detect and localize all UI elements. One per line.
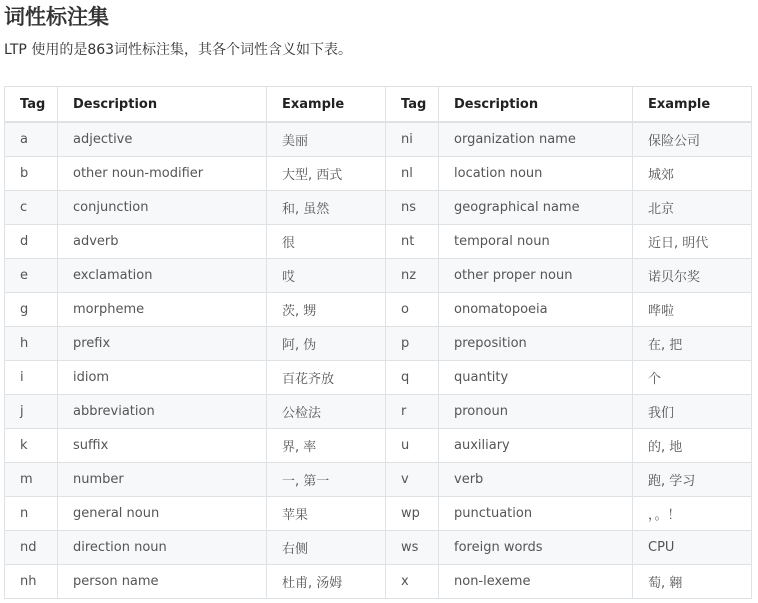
cell-description: adjective — [58, 122, 267, 157]
cell-example: 茨, 甥 — [267, 293, 386, 327]
cell-example-2: CPU — [633, 531, 752, 565]
cell-description: abbreviation — [58, 395, 267, 429]
cell-example: 界, 率 — [267, 429, 386, 463]
cell-example: 和, 虽然 — [267, 191, 386, 225]
table-row — [5, 361, 752, 395]
cell-description-2: pronoun — [439, 395, 633, 429]
cell-description-2: foreign words — [439, 531, 633, 565]
cell-tag-2: ns — [386, 191, 439, 225]
cell-example: 右侧 — [267, 531, 386, 565]
cell-description-2: quantity — [439, 361, 633, 395]
cell-description: prefix — [58, 327, 267, 361]
cell-description: suffix — [58, 429, 267, 463]
cell-tag: h — [5, 327, 58, 361]
cell-tag: i — [5, 361, 58, 395]
table-row — [5, 157, 752, 191]
cell-tag-2: q — [386, 361, 439, 395]
header-example-2: Example — [633, 87, 752, 123]
cell-example: 苹果 — [267, 497, 386, 531]
cell-description-2: geographical name — [439, 191, 633, 225]
cell-tag: nh — [5, 565, 58, 599]
header-description: Description — [58, 87, 267, 123]
table-row — [5, 565, 752, 599]
cell-example-2: 北京 — [633, 191, 752, 225]
cell-description: exclamation — [58, 259, 267, 293]
cell-description-2: verb — [439, 463, 633, 497]
cell-example-2: 在, 把 — [633, 327, 752, 361]
table-row — [5, 122, 752, 157]
table-row — [5, 531, 752, 565]
table-row — [5, 259, 752, 293]
cell-tag-2: wp — [386, 497, 439, 531]
cell-example: 美丽 — [267, 122, 386, 157]
cell-description: idiom — [58, 361, 267, 395]
cell-description: person name — [58, 565, 267, 599]
cell-tag-2: x — [386, 565, 439, 599]
cell-tag-2: u — [386, 429, 439, 463]
cell-example-2: 我们 — [633, 395, 752, 429]
table-row — [5, 327, 752, 361]
cell-example: 百花齐放 — [267, 361, 386, 395]
cell-tag: n — [5, 497, 58, 531]
cell-tag-2: nt — [386, 225, 439, 259]
cell-tag-2: ni — [386, 122, 439, 157]
cell-tag-2: nl — [386, 157, 439, 191]
cell-tag-2: p — [386, 327, 439, 361]
header-tag: Tag — [5, 87, 58, 123]
cell-tag: e — [5, 259, 58, 293]
header-tag-2: Tag — [386, 87, 439, 123]
intro-text: LTP 使用的是863词性标注集，其各个词性含义如下表。 — [4, 42, 353, 58]
cell-description-2: auxiliary — [439, 429, 633, 463]
cell-description: number — [58, 463, 267, 497]
cell-tag: d — [5, 225, 58, 259]
cell-tag: g — [5, 293, 58, 327]
cell-example: 一, 第一 — [267, 463, 386, 497]
cell-description: general noun — [58, 497, 267, 531]
table-row — [5, 463, 752, 497]
cell-example: 哎 — [267, 259, 386, 293]
cell-example-2: 萄, 翱 — [633, 565, 752, 599]
cell-example-2: ，。！ — [633, 497, 752, 531]
cell-example-2: 哗啦 — [633, 293, 752, 327]
header-description-2: Description — [439, 87, 633, 123]
cell-tag: m — [5, 463, 58, 497]
cell-example: 阿, 伪 — [267, 327, 386, 361]
cell-tag: k — [5, 429, 58, 463]
cell-example-2: 跑, 学习 — [633, 463, 752, 497]
table-row — [5, 497, 752, 531]
page-title: 词性标注集 — [4, 5, 109, 29]
table-row — [5, 293, 752, 327]
cell-example: 大型, 西式 — [267, 157, 386, 191]
cell-tag-2: nz — [386, 259, 439, 293]
cell-tag: j — [5, 395, 58, 429]
cell-description: morpheme — [58, 293, 267, 327]
table-header-row — [5, 87, 752, 123]
table-row — [5, 395, 752, 429]
cell-tag-2: o — [386, 293, 439, 327]
cell-description-2: preposition — [439, 327, 633, 361]
cell-tag: b — [5, 157, 58, 191]
cell-tag: nd — [5, 531, 58, 565]
table-row — [5, 191, 752, 225]
header-example: Example — [267, 87, 386, 123]
cell-tag-2: ws — [386, 531, 439, 565]
cell-example: 杜甫, 汤姆 — [267, 565, 386, 599]
cell-example-2: 的, 地 — [633, 429, 752, 463]
cell-description-2: punctuation — [439, 497, 633, 531]
cell-description-2: other proper noun — [439, 259, 633, 293]
table-body — [5, 122, 752, 599]
cell-description-2: location noun — [439, 157, 633, 191]
cell-description: direction noun — [58, 531, 267, 565]
cell-description-2: temporal noun — [439, 225, 633, 259]
cell-example-2: 个 — [633, 361, 752, 395]
cell-tag: a — [5, 122, 58, 157]
cell-tag-2: r — [386, 395, 439, 429]
cell-example: 很 — [267, 225, 386, 259]
pos-tag-table — [4, 86, 752, 599]
cell-description: adverb — [58, 225, 267, 259]
table-row — [5, 225, 752, 259]
cell-description-2: onomatopoeia — [439, 293, 633, 327]
cell-example: 公检法 — [267, 395, 386, 429]
cell-description-2: non-lexeme — [439, 565, 633, 599]
cell-description: conjunction — [58, 191, 267, 225]
cell-description: other noun-modifier — [58, 157, 267, 191]
cell-tag-2: v — [386, 463, 439, 497]
cell-example-2: 城郊 — [633, 157, 752, 191]
cell-example-2: 近日, 明代 — [633, 225, 752, 259]
cell-example-2: 诺贝尔奖 — [633, 259, 752, 293]
cell-description-2: organization name — [439, 122, 633, 157]
cell-tag: c — [5, 191, 58, 225]
cell-example-2: 保险公司 — [633, 122, 752, 157]
table-row — [5, 429, 752, 463]
